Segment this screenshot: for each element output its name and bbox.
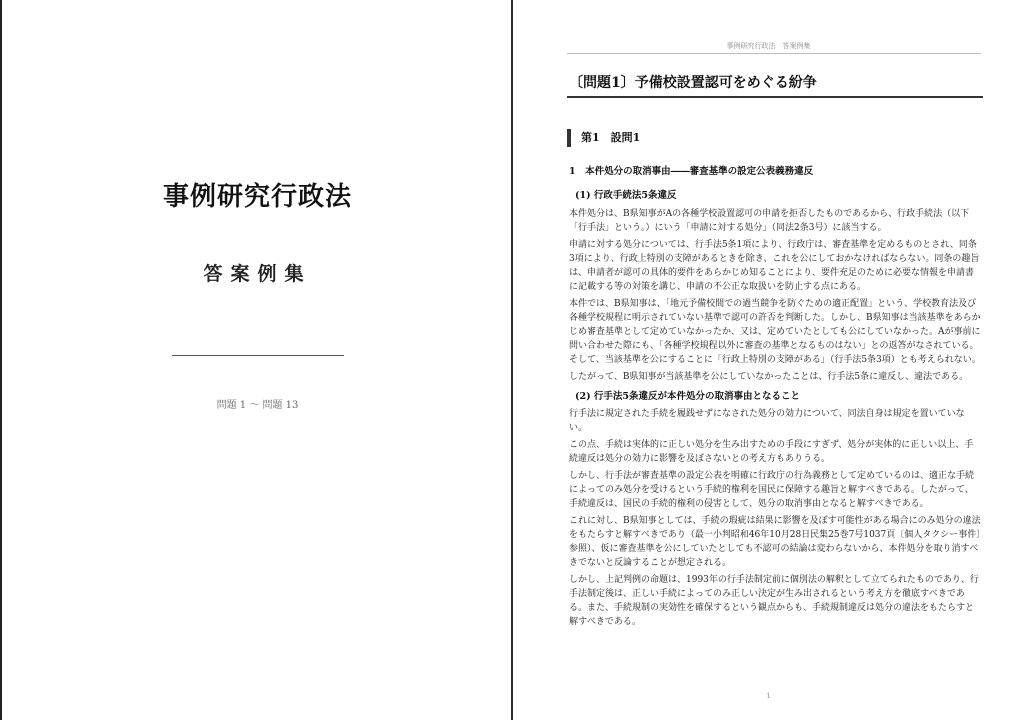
paragraph-6: この点、手続は実体的に正しい処分を生み出すための手段にすぎず、処分が実体的に正しい以上、手続違反は処分の効力に影響を及ぼさないとの考え方もありうる。 <box>569 440 974 464</box>
subheading-2: (2) 行手法5条違反が本件処分の取消事由となること <box>575 391 801 402</box>
problem-title: 〔問題1〕予備校設置認可をめぐる紛争 <box>569 75 817 91</box>
header-divider <box>567 53 981 54</box>
paragraph-8: これに対し、B県知事としては、手続の瑕疵は結果に影響を及ぼす可能性がある場合にのみ処分の違法をもたらすと解すべきであり（最一小判昭和46年10月28日民集25巻7号1037頁〔個人タクシー事件〕参照）、仮に審査基準を公にしていたとしても不認可の結論は変わらないから、本件処分を取り消すべきでないと反論することが想定される。 <box>569 516 981 568</box>
paragraph-1: 本件処分は、B県知事がAの各種学校設置認可の申請を拒否したものであるから、行政手続法（以下「行手法」という。）にいう「申請に対する処分」（同法2条3号）に該当する。 <box>569 209 970 233</box>
heading-level-1: 1 本件処分の取消事由――審査基準の設定公表義務違反 <box>569 166 814 177</box>
content-page <box>513 0 1024 720</box>
paragraph-5: 行手法に規定された手続を履践せずになされた処分の効力について、同法自身は規定を置いていない。 <box>569 409 965 433</box>
cover-title: 事例研究行政法 <box>162 182 352 212</box>
paragraph-2: 申請に対する処分については、行手法5条1項により、行政庁は、審査基準を定めるものとされ、同条3項により、行政上特別の支障があるときを除き、これを公にしておかなければならない。同条の趣旨は、申請者が認可の具体的要件をあらかじめ知ることにより、要件充足のために必要な情報を申請書に記載する等の対策を講じ、申請の不公正な取扱いを防止する点にある。 <box>569 240 980 292</box>
page-number: 1 <box>766 692 771 700</box>
cover-subtitle: 答案例集 <box>203 263 312 285</box>
paragraph-9: しかし、上記判例の命題は、1993年の行手法制定前に個別法の解釈として立てられたものであり、行手法制定後は、正しい手続によってのみ正しい決定が生み出されるという考え方を徹底すべきである。また、手続規制の実効性を確保するという観点からも、手続規制違反は処分の違法をもたらすと解すべきである。 <box>569 575 979 627</box>
cover-divider <box>172 355 344 356</box>
paragraph-4: したがって、B県知事が当該基準を公にしていなかったことは、行手法5条に違反し、違法である。 <box>569 372 969 382</box>
cover-page <box>0 0 511 720</box>
paragraph-7: しかし、行手法が審査基準の設定公表を明確に行政庁の行為義務として定めているのは、適正な手続によってのみ処分を受けるという手続的権利を国民に保障する趣旨と解すべきである。したがって、手続違反は、国民の手続的権利の侵害として、処分の取消事由となると解すべきである。 <box>569 471 975 509</box>
subheading-1: (1) 行政手続法5条違反 <box>575 190 677 201</box>
cover-problem-range: 問題 1 〜 問題 13 <box>216 400 299 411</box>
section-heading: 第1 設問1 <box>567 129 640 147</box>
running-header: 事例研究行政法 答案例集 <box>726 42 811 50</box>
answer-body <box>569 165 982 629</box>
paragraph-3: 本件では、B県知事は、「地元予備校間での過当競争を防ぐための適正配置」という、学校教育法及び各種学校規程に明示されていない基準で認可の許否を判断した。しかし、B県知事は当該基準をあらかじめ審査基準として定めていなかったか、又は、定めていたとしても公にしていなかった。Aが事前に問い合わせた際にも、「各種学校規程以外に審査の基準となるものはない」との返答がなされている。そして、当該基準を公にすることに「行政上特別の支障がある」（行手法5条3項）とも考えられない。 <box>569 299 981 365</box>
title-divider <box>567 96 983 98</box>
